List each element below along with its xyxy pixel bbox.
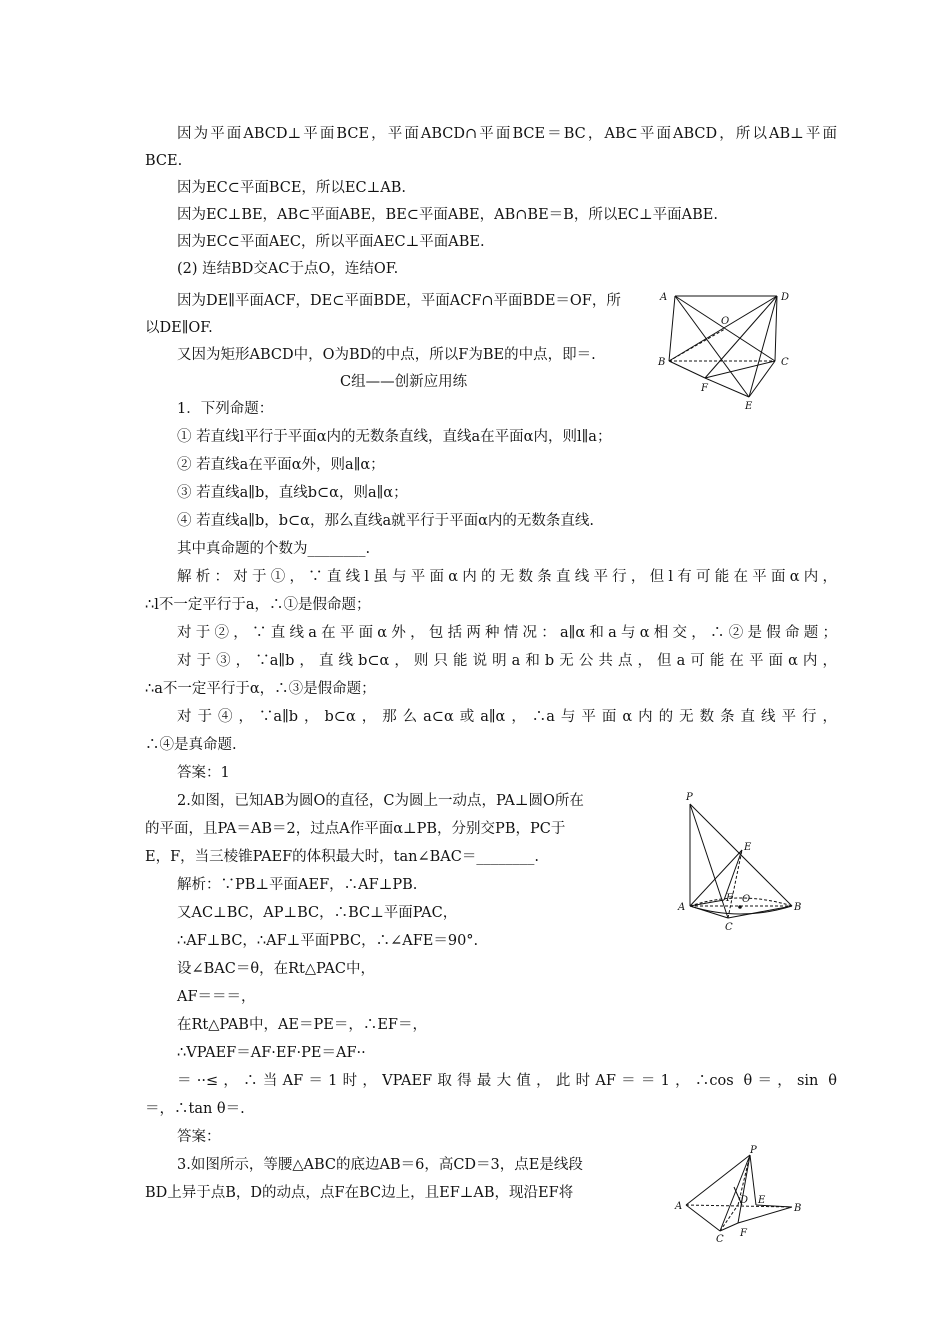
answer-line: 答案： [177,1129,221,1145]
question-number: 3.如图所示，等腰△ABC的底边AB＝6，高CD＝3，点E是线段 [177,1157,583,1173]
vertex-label: C [716,1234,724,1245]
vertex-label: A [678,902,686,913]
vertex-label: P [750,1145,757,1156]
text-line: 的平面，且PA＝AB＝2，过点A作平面α⊥PB，分别交PB，PC于 [145,821,566,837]
text-line: ∴AF⊥BC，∴AF⊥平面PBC，∴∠AFE＝90°. [177,933,479,949]
text-line: ① 若直线l平行于平面α内的无数条直线，直线a在平面α内，则l∥a； [177,429,612,445]
answer-line: 答案：1 [177,765,230,781]
text-line: ∴VPAEF＝AF·EF·PE＝AF·· [177,1045,366,1061]
text-line: 因为EC⊂平面BCE，所以EC⊥AB. [177,180,406,196]
text-line: ＝，∴tan θ＝. [145,1101,245,1117]
text-line: 解析：∵PB⊥平面AEF，∴AF⊥PB. [177,877,418,893]
text-line: BD上异于点B，D的动点，点F在BC边上，且EF⊥AB，现沿EF将 [145,1185,574,1201]
folded-triangle-diagram [672,1143,812,1248]
text-line: 又因为矩形ABCD中，O为BD的中点，所以F为BE的中点，即＝. [177,347,596,363]
prism-diagram [655,285,800,417]
vertex-label: P [686,792,693,803]
vertex-label: C [725,922,733,933]
text-line: 在Rt△PAB中，AE＝PE＝，∴EF＝， [177,1017,427,1033]
text-line: BCE. [145,153,183,169]
text-line: ∴a不一定平行于α，∴③是假命题； [145,681,376,697]
vertex-label: E [745,401,753,412]
text-line: 以DE∥OF. [145,320,213,336]
vertex-label: E [744,842,752,853]
text-line: ② 若直线a在平面α外，则a∥α； [177,457,385,473]
text-line: 因为EC⊥BE，AB⊂平面ABE，BE⊂平面ABE，AB∩BE＝B，所以EC⊥平面ABE. [177,207,718,223]
vertex-label: B [794,1203,802,1214]
vertex-label: E [758,1195,766,1206]
text-line: 设∠BAC＝θ，在Rt△PAC中， [177,961,375,977]
vertex-label: F [701,383,708,394]
vertex-label: O [721,316,730,327]
text-line: ∴l不一定平行于a，∴①是假命题； [145,597,371,613]
text-line: 又AC⊥BC，AP⊥BC，∴BC⊥平面PAC， [177,905,458,921]
section-heading: C组——创新应用练 [340,374,468,390]
text-line: ∴④是真命题. [145,737,237,753]
text-line: 其中真命题的个数为________. [177,541,371,557]
vertex-label: D [740,1195,749,1206]
text-line: 因为DE∥平面ACF，DE⊂平面BDE，平面ACF∩平面BDE＝OF，所 [177,293,621,309]
text-line: AF＝＝＝， [177,989,256,1005]
text-line: ④ 若直线a∥b，b⊂α，那么直线a就平行于平面α内的无数条直线. [177,513,595,529]
text-line: ③ 若直线a∥b，直线b⊂α，则a∥α； [177,485,408,501]
text-line: E，F，当三棱锥PAEF的体积最大时，tan∠BAC＝________. [145,849,539,865]
text-line: 对于③，∵a∥b，直线b⊂α，则只能说明a和b无公共点，但a可能在平面α内， [177,653,837,669]
text-line: 因为EC⊂平面AEC，所以平面AEC⊥平面ABE. [177,234,485,250]
vertex-label: A [675,1201,683,1212]
pyramid-circle-diagram [672,788,812,936]
text-line: 对于②，∵直线a在平面α外，包括两种情况：a∥α和a与α相交，∴②是假命题； [177,625,837,641]
vertex-label: A [660,292,668,303]
vertex-label: D [781,292,790,303]
vertex-label: B [794,902,802,913]
vertex-label: C [781,357,789,368]
text-line: ＝··≤，∴当AF＝1时，VPAEF取得最大值，此时AF＝＝1，∴cos θ＝，sin θ [177,1073,837,1089]
text-line: 因为平面ABCD⊥平面BCE，平面ABCD∩平面BCE＝BC，AB⊂平面ABCD，所以AB⊥平面 [177,126,837,142]
text-line: 解析：对于①，∵直线l虽与平面α内的无数条直线平行，但l有可能在平面α内， [177,569,837,585]
vertex-label: O [742,894,751,905]
question-number: 1．下列命题： [177,401,274,417]
text-line: 对于④，∵a∥b，b⊂α，那么a⊂α或a∥α，∴a与平面α内的无数条直线平行， [177,709,837,725]
question-number: 2.如图，已知AB为圆O的直径，C为圆上一动点，PA⊥圆O所在 [177,793,584,809]
vertex-label: F [726,893,733,904]
text-line: (2) 连结BD交AC于点O，连结OF. [177,261,399,277]
vertex-label: F [740,1228,747,1239]
vertex-label: B [658,357,666,368]
